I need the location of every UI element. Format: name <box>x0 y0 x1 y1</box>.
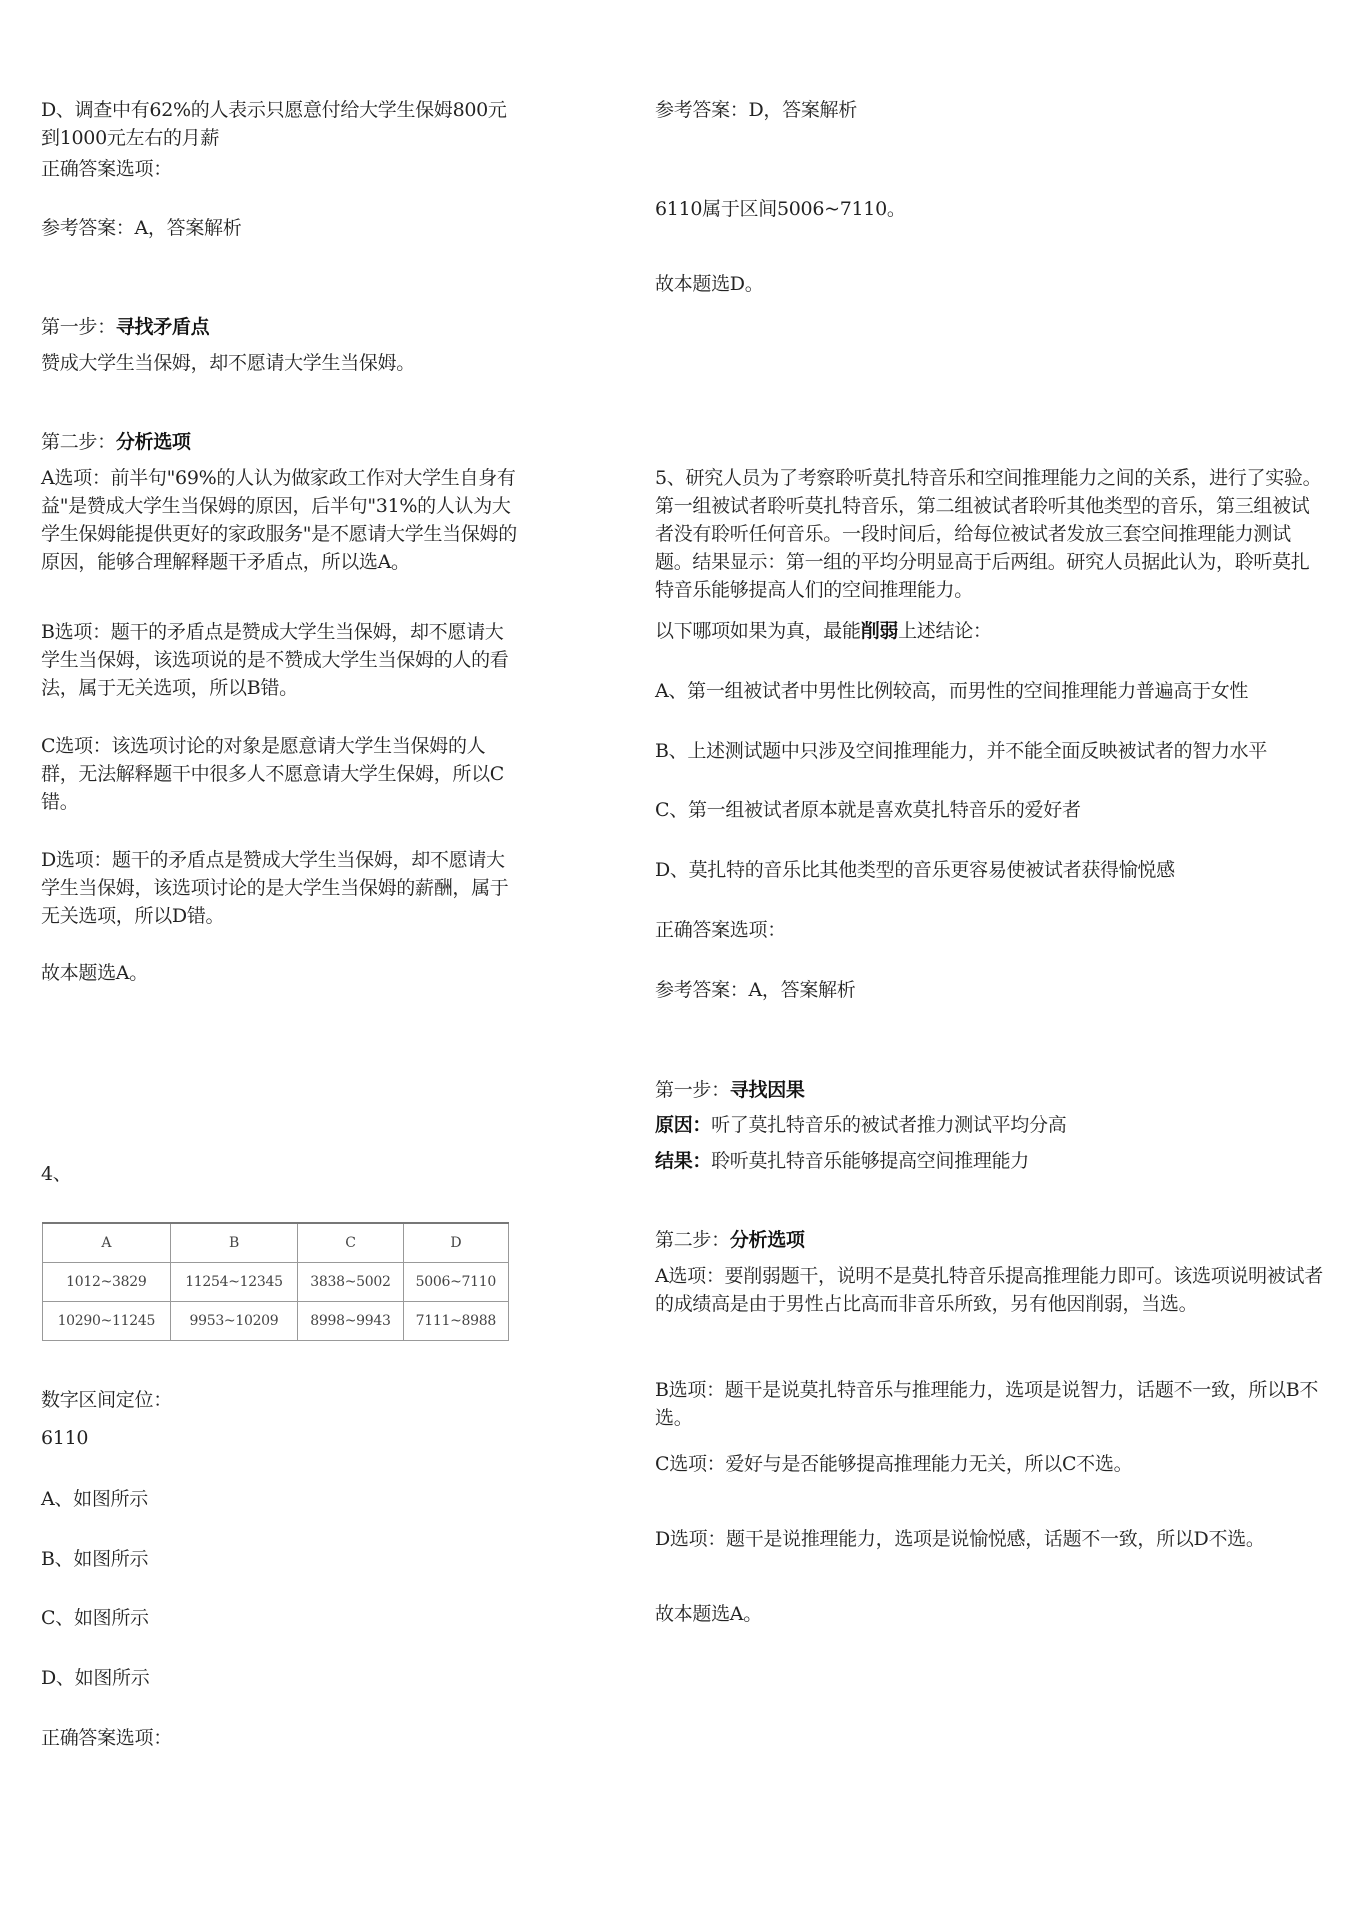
table-cell: 7111~8988 <box>403 1302 508 1341</box>
q5-cause <box>655 1111 1325 1139</box>
q5-option-c: C、第一组被试者原本就是喜欢莫扎特音乐的爱好者 <box>655 799 1081 821</box>
q4-reference-answer: 参考答案：D，答案解析 <box>655 99 857 121</box>
q5-step2-prefix: 第二步： <box>655 1229 730 1251</box>
table-cell: 5006~7110 <box>403 1263 508 1302</box>
q3-analysis-b: B选项：题干的矛盾点是赞成大学生当保姆，却不愿请大学生当保姆，该选项说的是不赞成大学生当保姆的人的看法，属于无关选项，所以B错。 <box>41 621 509 699</box>
table-header-cell: C <box>298 1223 403 1263</box>
table-cell: 11254~12345 <box>170 1263 298 1302</box>
q5-option-b: B、上述测试题中只涉及空间推理能力，并不能全面反映被试者的智力水平 <box>655 740 1268 762</box>
q4-conclusion: 故本题选D。 <box>655 273 764 295</box>
table-cell: 3838~5002 <box>298 1263 403 1302</box>
q5-effect <box>655 1147 1325 1175</box>
q5-analysis-d: D选项：题干是说推理能力，选项是说愉悦感，话题不一致，所以D不选。 <box>655 1528 1265 1550</box>
q3-analysis-d: D选项：题干的矛盾点是赞成大学生当保姆，却不愿请大学生当保姆，该选项讨论的是大学生当保姆的薪酬，属于无关选项，所以D错。 <box>41 849 509 927</box>
q5-conclusion: 故本题选A。 <box>655 1603 762 1625</box>
q5-effect-text: 聆听莫扎特音乐能够提高空间推理能力 <box>711 1150 1030 1172</box>
table-header-cell: A <box>43 1223 171 1263</box>
q4-correct-label: 正确答案选项： <box>41 1727 172 1749</box>
q4-interval-table <box>42 1222 509 1341</box>
q3-conclusion: 故本题选A。 <box>41 962 148 984</box>
table-header-cell: B <box>170 1223 298 1263</box>
q5-question-pre: 以下哪项如果为真，最能 <box>655 620 861 642</box>
q5-analysis-c: C选项：爱好与是否能够提高推理能力无关，所以C不选。 <box>655 1453 1133 1475</box>
q4-option-b: B、如图所示 <box>41 1548 149 1570</box>
q3-step1-prefix: 第一步： <box>41 316 116 338</box>
q4-option-d: D、如图所示 <box>41 1667 150 1689</box>
q4-option-c: C、如图所示 <box>41 1607 149 1629</box>
q5-step1-heading <box>655 1076 1325 1104</box>
q3-correct-label: 正确答案选项： <box>41 158 172 180</box>
q5-reference-answer: 参考答案：A，答案解析 <box>655 979 856 1001</box>
table-cell: 9953~10209 <box>170 1302 298 1341</box>
q5-question <box>655 617 1325 645</box>
q5-effect-label: 结果： <box>655 1150 712 1172</box>
q4-value: 6110 <box>41 1427 89 1449</box>
q5-option-d: D、莫扎特的音乐比其他类型的音乐更容易使被试者获得愉悦感 <box>655 859 1175 881</box>
table-row <box>43 1302 509 1341</box>
q4-explanation: 6110属于区间5006~7110。 <box>655 198 906 220</box>
q5-analysis-a: A选项：要削弱题干，说明不是莫扎特音乐提高推理能力即可。该选项说明被试者的成绩高是由于男性占比高而非音乐所致，另有他因削弱，当选。 <box>655 1265 1323 1315</box>
q5-question-post: 上述结论： <box>898 620 992 642</box>
q3-step1-title: 寻找矛盾点 <box>115 316 210 338</box>
q5-question-highlight: 削弱 <box>860 620 899 642</box>
q5-step1-title: 寻找因果 <box>729 1079 805 1101</box>
q3-analysis-a: A选项：前半句"69%的人认为做家政工作对大学生自身有益"是赞成大学生当保姆的原因，后半句"31%的人认为大学生保姆能提供更好的家政服务"是不愿请大学生当保姆的原因，能够合理解释题干矛盾点，所以选A。 <box>41 467 517 573</box>
table-cell: 8998~9943 <box>298 1302 403 1341</box>
q5-step2-heading <box>655 1226 1325 1254</box>
table-cell: 1012~3829 <box>43 1263 171 1302</box>
q5-step1-prefix: 第一步： <box>655 1079 730 1101</box>
q3-reference-answer: 参考答案：A，答案解析 <box>41 217 242 239</box>
q5-step2-title: 分析选项 <box>729 1229 805 1251</box>
q3-step1-text: 赞成大学生当保姆，却不愿请大学生当保姆。 <box>41 352 416 374</box>
q5-option-a: A、第一组被试者中男性比例较高，而男性的空间推理能力普遍高于女性 <box>655 680 1249 702</box>
q4-number: 4、 <box>41 1163 72 1185</box>
q5-cause-label: 原因： <box>655 1114 712 1136</box>
q5-correct-label: 正确答案选项： <box>655 919 786 941</box>
table-row <box>43 1263 509 1302</box>
table-cell: 10290~11245 <box>43 1302 171 1341</box>
q3-step2-heading <box>41 428 521 456</box>
q3-analysis-c: C选项：该选项讨论的对象是愿意请大学生当保姆的人群，无法解释题干中很多人不愿意请大学生保姆，所以C错。 <box>41 735 505 813</box>
q3-step1-heading <box>41 313 521 341</box>
table-header-cell: D <box>403 1223 508 1263</box>
q3-step2-title: 分析选项 <box>115 431 191 453</box>
q4-prompt: 数字区间定位： <box>41 1389 172 1411</box>
q3-option-d: D、调查中有62%的人表示只愿意付给大学生保姆800元到1000元左右的月薪 <box>41 99 507 149</box>
q3-step2-prefix: 第二步： <box>41 431 116 453</box>
q5-cause-text: 听了莫扎特音乐的被试者推力测试平均分高 <box>711 1114 1067 1136</box>
q5-stem: 5、研究人员为了考察聆听莫扎特音乐和空间推理能力之间的关系，进行了实验。第一组被试者聆听莫扎特音乐，第二组被试者聆听其他类型的音乐，第三组被试者没有聆听任何音乐。一段时间后，给每位被试者发放三套空间推理能力测试题。结果显示：第一组的平均分明显高于后两组。研究人员据此认为，聆听莫扎特音乐能够提高人们的空间推理能力。 <box>655 467 1322 601</box>
q4-option-a: A、如图所示 <box>41 1488 148 1510</box>
table-header-row <box>43 1223 509 1263</box>
q5-analysis-b: B选项：题干是说莫扎特音乐与推理能力，选项是说智力，话题不一致，所以B不选。 <box>655 1379 1319 1429</box>
